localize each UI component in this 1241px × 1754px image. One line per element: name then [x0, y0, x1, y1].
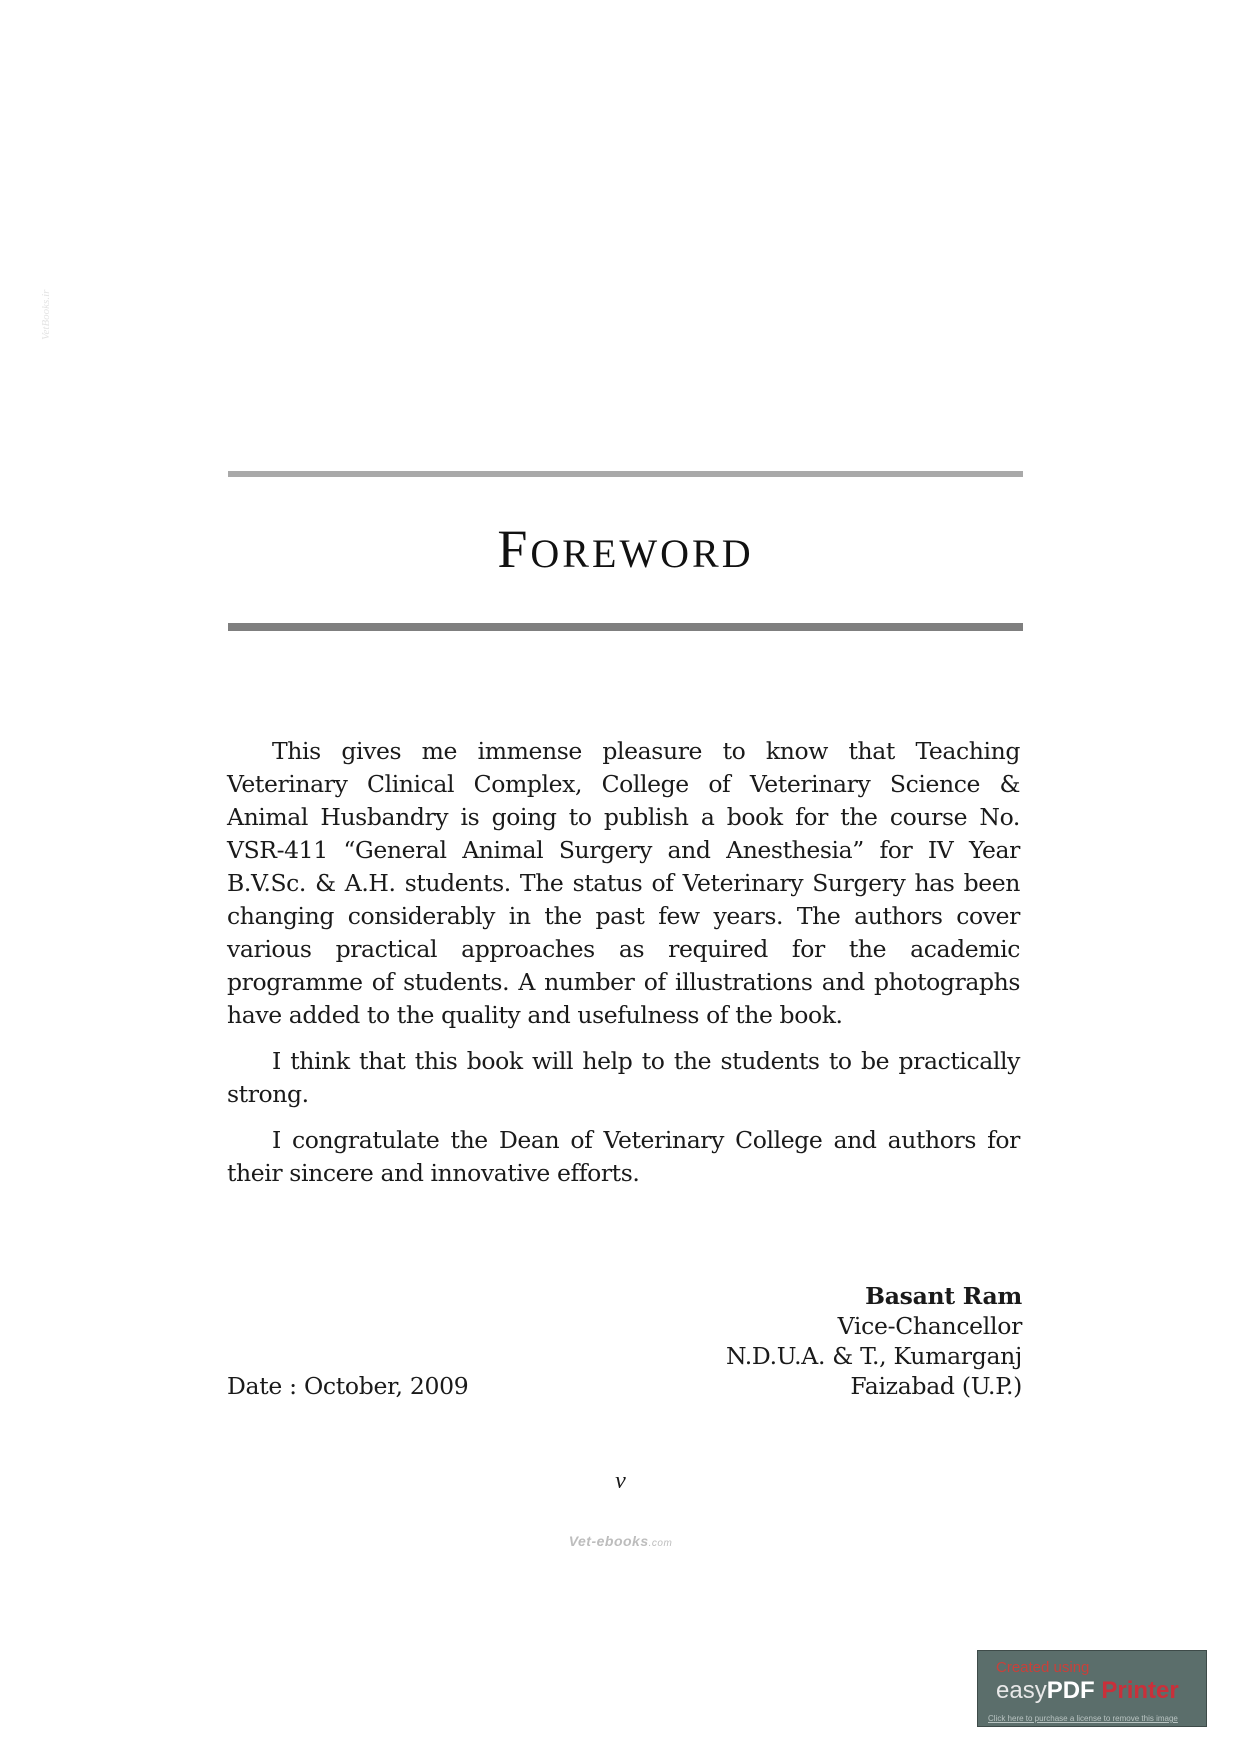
title-initial: F [497, 519, 531, 579]
signatory-institution: N.D.U.A. & T., Kumarganj [725, 1342, 1022, 1370]
badge-created-text: Created using [996, 1659, 1090, 1676]
badge-product-name [996, 1677, 1179, 1705]
paragraph: I congratulate the Dean of Veterinary College and authors for their sincere and innovative efforts. [227, 1126, 1020, 1187]
footer-logo-domain: .com [648, 1538, 673, 1549]
title-bottom-rule [228, 623, 1023, 631]
title-top-rule [228, 471, 1023, 477]
footer-watermark-logo [0, 1533, 1241, 1549]
badge-product-pdf: PDF [1046, 1677, 1095, 1704]
foreword-body [227, 735, 1020, 1203]
easypdf-badge[interactable] [977, 1650, 1207, 1727]
title-rest: OREWORD [530, 531, 754, 576]
badge-purchase-link[interactable]: Click here to purchase a license to remove this image [988, 1714, 1178, 1723]
page-title [228, 519, 1023, 584]
signatory-location: Faizabad (U.P.) [850, 1372, 1022, 1400]
badge-product-printer: Printer [1101, 1677, 1179, 1704]
footer-logo-text: Vet-ebooks [568, 1533, 649, 1549]
signature-block [726, 1281, 1022, 1401]
date-line: Date : October, 2009 [227, 1372, 469, 1400]
signatory-name: Basant Ram [865, 1282, 1022, 1310]
paragraph: This gives me immense pleasure to know that Teaching Veterinary Clinical Complex, College of Veterinary Science & Animal Husbandry is going to publish a book for the course No. VSR-411 “General Animal Surgery and Anesthesia” for IV Year B.V.Sc. & A.H. students. The status of Veterinary Surgery has been changing considerably in the past few years. The authors cover various practical approaches as required for the academic programme of students. A number of illustrations and photographs have added to the quality and usefulness of the book. [227, 737, 1020, 1029]
badge-product-easy: easy [996, 1677, 1047, 1704]
page-number: v [615, 1468, 626, 1494]
signatory-title: Vice-Chancellor [837, 1312, 1022, 1340]
side-watermark: VetBooks.ir [40, 289, 52, 340]
paragraph: I think that this book will help to the students to be practically strong. [227, 1047, 1020, 1108]
